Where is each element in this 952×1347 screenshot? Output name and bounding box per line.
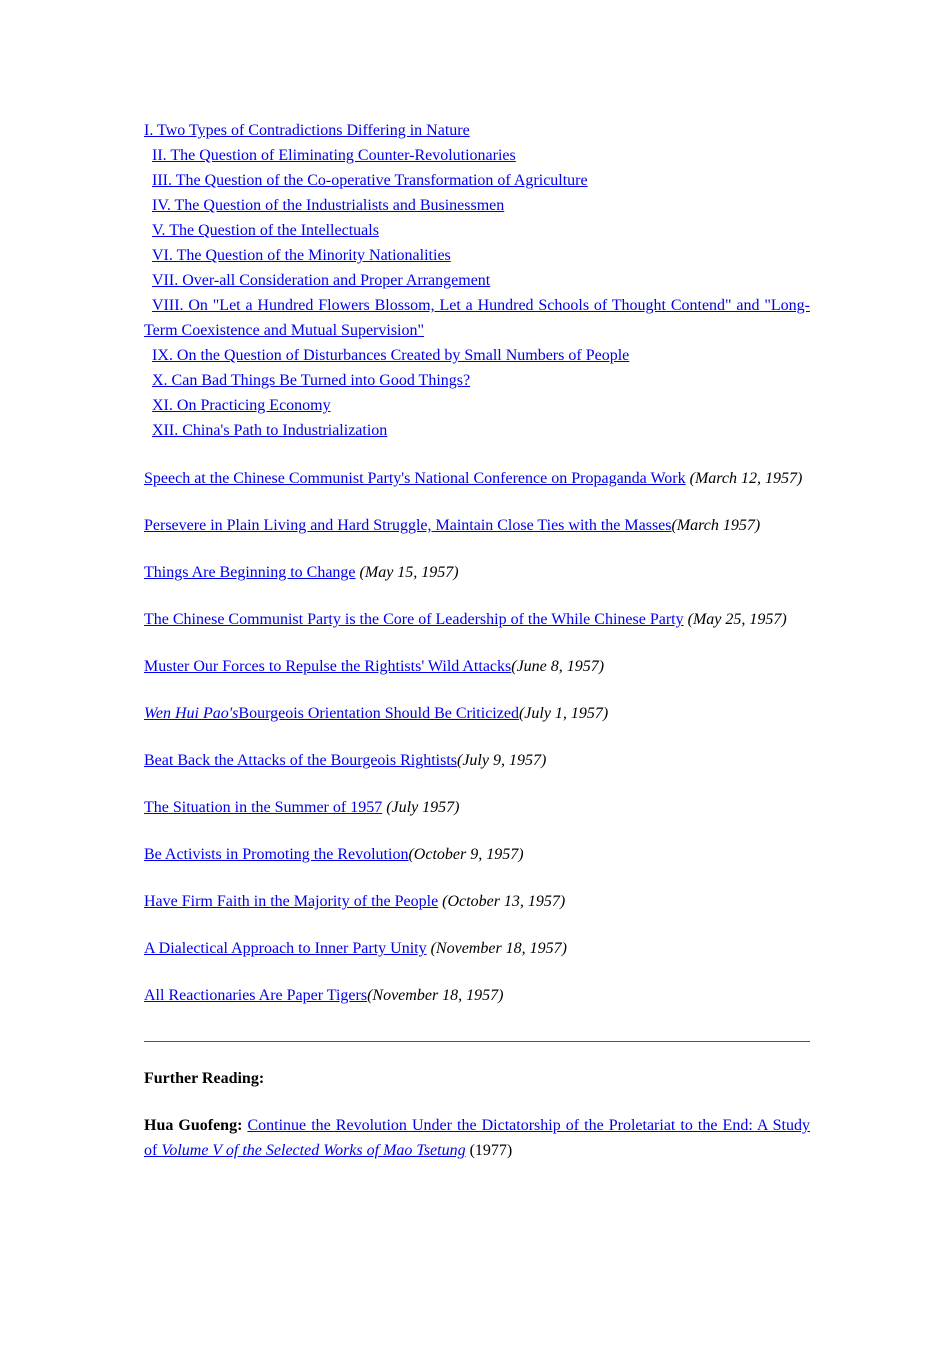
work-date: (March 12, 1957)	[689, 470, 803, 487]
toc-link-3[interactable]: III. The Question of the Co-operative Transformation of Agriculture	[152, 172, 588, 189]
work-link[interactable]: Beat Back the Attacks of the Bourgeois Rightists	[144, 752, 457, 769]
toc-link-8[interactable]: VIII. On "Let a Hundred Flowers Blossom, Let a Hundred Schools of Thought Contend" and "Long-Term Coexistence and Mutual Supervision"	[144, 297, 810, 339]
toc-link-10[interactable]: X. Can Bad Things Be Turned into Good Things?	[152, 372, 471, 389]
work-entry	[144, 889, 810, 914]
toc-item	[144, 418, 810, 443]
work-date: (May 15, 1957)	[359, 564, 459, 581]
work-link[interactable]: The Situation in the Summer of 1957	[144, 799, 383, 816]
further-reading-author: Hua Guofeng:	[144, 1117, 243, 1134]
further-reading-year: (1977)	[469, 1142, 513, 1159]
works-list	[144, 466, 810, 1008]
work-date: (October 13, 1957)	[442, 893, 566, 910]
work-entry	[144, 701, 810, 726]
work-date: (May 25, 1957)	[687, 611, 787, 628]
work-entry	[144, 983, 810, 1008]
toc-link-5[interactable]: V. The Question of the Intellectuals	[152, 222, 379, 239]
work-link[interactable]: The Chinese Communist Party is the Core of Leadership of the While Chinese Party	[144, 611, 684, 628]
further-reading-entry	[144, 1113, 810, 1163]
work-date: (July 1, 1957)	[518, 705, 609, 722]
work-entry	[144, 936, 810, 961]
toc-item	[144, 218, 810, 243]
toc-link-2[interactable]: II. The Question of Eliminating Counter-Revolutionaries	[152, 147, 516, 164]
work-date: (June 8, 1957)	[511, 658, 605, 675]
work-entry	[144, 607, 810, 632]
section-divider	[144, 1041, 810, 1042]
toc-link-4[interactable]: IV. The Question of the Industrialists and Businessmen	[152, 197, 505, 214]
document-page	[144, 118, 810, 1179]
work-entry	[144, 513, 810, 538]
further-reading-link-italic: Volume V of the Selected Works of Mao Tsetung	[161, 1142, 466, 1159]
work-link-text: Bourgeois Orientation Should Be Criticized	[238, 705, 519, 722]
work-entry	[144, 842, 810, 867]
toc-item	[144, 143, 810, 168]
work-link-italic: Wen Hui Pao's	[144, 705, 239, 722]
work-link[interactable]: Things Are Beginning to Change	[144, 564, 356, 581]
work-link[interactable]: Have Firm Faith in the Majority of the People	[144, 893, 439, 910]
work-entry	[144, 466, 810, 491]
work-link[interactable]: A Dialectical Approach to Inner Party Unity	[144, 940, 427, 957]
toc-item	[144, 193, 810, 218]
toc-link-12[interactable]: XII. China's Path to Industrialization	[152, 422, 388, 439]
toc-link-1[interactable]: I. Two Types of Contradictions Differing in Nature	[144, 122, 470, 139]
work-date: (November 18, 1957)	[430, 940, 568, 957]
toc-item	[144, 293, 810, 343]
table-of-contents	[144, 118, 810, 443]
toc-link-9[interactable]: IX. On the Question of Disturbances Created by Small Numbers of People	[152, 347, 630, 364]
further-reading-heading: Further Reading:	[144, 1070, 265, 1087]
toc-item	[144, 168, 810, 193]
toc-item	[144, 368, 810, 393]
work-link[interactable]: Be Activists in Promoting the Revolution	[144, 846, 409, 863]
work-date: (July 9, 1957)	[457, 752, 547, 769]
work-link[interactable]: Muster Our Forces to Repulse the Rightists' Wild Attacks	[144, 658, 512, 675]
toc-link-7[interactable]: VII. Over-all Consideration and Proper Arrangement	[152, 272, 491, 289]
work-entry	[144, 795, 810, 820]
toc-link-11[interactable]: XI. On Practicing Economy	[152, 397, 331, 414]
toc-item	[144, 393, 810, 418]
work-entry	[144, 560, 810, 585]
work-link[interactable]	[144, 705, 519, 722]
work-date: (March 1957)	[671, 517, 761, 534]
toc-item	[144, 118, 810, 143]
work-entry	[144, 748, 810, 773]
work-link[interactable]: All Reactionaries Are Paper Tigers	[144, 987, 368, 1004]
toc-item	[144, 268, 810, 293]
work-link[interactable]: Persevere in Plain Living and Hard Struggle, Maintain Close Ties with the Masses	[144, 517, 672, 534]
work-date: (October 9, 1957)	[408, 846, 524, 863]
work-link[interactable]: Speech at the Chinese Communist Party's National Conference on Propaganda Work	[144, 470, 686, 487]
work-date: (July 1957)	[386, 799, 460, 816]
toc-link-6[interactable]: VI. The Question of the Minority Nationalities	[152, 247, 451, 264]
work-entry	[144, 654, 810, 679]
work-date: (November 18, 1957)	[367, 987, 504, 1004]
toc-item	[144, 343, 810, 368]
further-reading-link-text: Continue the Revolution Under the Dictatorship of the Proletariat to the End: A Study of	[144, 1117, 811, 1159]
toc-item	[144, 243, 810, 268]
